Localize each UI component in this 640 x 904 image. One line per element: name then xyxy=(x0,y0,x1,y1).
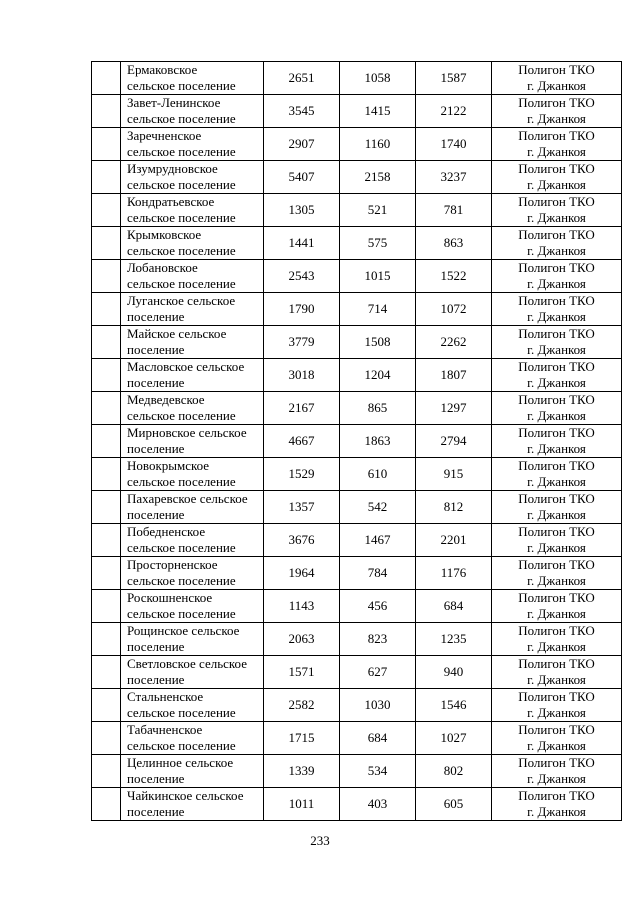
settlement-name-line: Чайкинское сельское xyxy=(127,788,244,803)
settlement-name-cell xyxy=(121,392,264,425)
value-cell-v3: 605 xyxy=(416,788,492,821)
table-row xyxy=(92,656,622,689)
destination-line: г. Джанкоя xyxy=(527,705,586,720)
value-cell-v1: 3779 xyxy=(264,326,340,359)
table-row xyxy=(92,755,622,788)
settlement-name-line: Новокрымское xyxy=(127,458,210,473)
settlement-name-cell xyxy=(121,62,264,95)
value-cell-v1: 1357 xyxy=(264,491,340,524)
settlement-name-line: Медведевское xyxy=(127,392,205,407)
settlement-name-line: сельское поселение xyxy=(127,408,236,423)
row-index-cell xyxy=(92,359,121,392)
destination-cell xyxy=(492,128,622,161)
row-index-cell xyxy=(92,557,121,590)
destination-line: г. Джанкоя xyxy=(527,144,586,159)
value-cell-v2: 521 xyxy=(340,194,416,227)
destination-line: Полигон ТКО xyxy=(518,557,595,572)
destination-line: Полигон ТКО xyxy=(518,524,595,539)
value-cell-v1: 1339 xyxy=(264,755,340,788)
value-cell-v3: 684 xyxy=(416,590,492,623)
settlement-name-line: сельское поселение xyxy=(127,243,236,258)
settlement-name-line: Луганское сельское xyxy=(127,293,236,308)
table-row xyxy=(92,491,622,524)
value-cell-v3: 1522 xyxy=(416,260,492,293)
settlement-name-line: Ермаковское xyxy=(127,62,198,77)
settlement-name-line: поселение xyxy=(127,639,185,654)
value-cell-v3: 940 xyxy=(416,656,492,689)
settlement-name-line: Светловское сельское xyxy=(127,656,247,671)
settlement-name-line: сельское поселение xyxy=(127,573,236,588)
settlement-name-cell xyxy=(121,689,264,722)
settlement-name-cell xyxy=(121,425,264,458)
settlement-name-line: Рощинское сельское xyxy=(127,623,240,638)
table-row xyxy=(92,788,622,821)
destination-line: Полигон ТКО xyxy=(518,722,595,737)
table-row xyxy=(92,260,622,293)
value-cell-v2: 542 xyxy=(340,491,416,524)
value-cell-v1: 1715 xyxy=(264,722,340,755)
table-row xyxy=(92,293,622,326)
destination-cell xyxy=(492,491,622,524)
table-row xyxy=(92,590,622,623)
value-cell-v1: 2167 xyxy=(264,392,340,425)
value-cell-v1: 4667 xyxy=(264,425,340,458)
value-cell-v3: 1176 xyxy=(416,557,492,590)
destination-line: г. Джанкоя xyxy=(527,276,586,291)
value-cell-v2: 1058 xyxy=(340,62,416,95)
destination-cell xyxy=(492,623,622,656)
destination-line: г. Джанкоя xyxy=(527,408,586,423)
destination-cell xyxy=(492,689,622,722)
destination-cell xyxy=(492,656,622,689)
settlement-name-line: Стальненское xyxy=(127,689,204,704)
settlement-name-line: поселение xyxy=(127,771,185,786)
destination-line: г. Джанкоя xyxy=(527,474,586,489)
destination-line: Полигон ТКО xyxy=(518,161,595,176)
value-cell-v3: 1027 xyxy=(416,722,492,755)
row-index-cell xyxy=(92,491,121,524)
settlement-name-line: Изумрудновское xyxy=(127,161,218,176)
settlement-name-cell xyxy=(121,326,264,359)
table-row xyxy=(92,425,622,458)
value-cell-v3: 863 xyxy=(416,227,492,260)
value-cell-v1: 3545 xyxy=(264,95,340,128)
value-cell-v3: 915 xyxy=(416,458,492,491)
settlement-name-line: Роскошненское xyxy=(127,590,213,605)
destination-line: Полигон ТКО xyxy=(518,194,595,209)
value-cell-v1: 2907 xyxy=(264,128,340,161)
settlement-name-cell xyxy=(121,788,264,821)
destination-cell xyxy=(492,194,622,227)
table-row xyxy=(92,194,622,227)
row-index-cell xyxy=(92,62,121,95)
settlement-name-line: Масловское сельское xyxy=(127,359,245,374)
value-cell-v3: 781 xyxy=(416,194,492,227)
settlement-name-cell xyxy=(121,128,264,161)
settlement-name-cell xyxy=(121,194,264,227)
value-cell-v1: 1964 xyxy=(264,557,340,590)
row-index-cell xyxy=(92,260,121,293)
value-cell-v3: 1072 xyxy=(416,293,492,326)
value-cell-v2: 1030 xyxy=(340,689,416,722)
page-number: 233 xyxy=(310,833,330,848)
destination-line: г. Джанкоя xyxy=(527,672,586,687)
destination-line: г. Джанкоя xyxy=(527,177,586,192)
destination-cell xyxy=(492,293,622,326)
value-cell-v3: 1235 xyxy=(416,623,492,656)
destination-cell xyxy=(492,62,622,95)
settlement-name-line: сельское поселение xyxy=(127,144,236,159)
settlement-name-cell xyxy=(121,590,264,623)
settlement-name-cell xyxy=(121,359,264,392)
row-index-cell xyxy=(92,755,121,788)
value-cell-v1: 1529 xyxy=(264,458,340,491)
value-cell-v3: 2201 xyxy=(416,524,492,557)
value-cell-v2: 2158 xyxy=(340,161,416,194)
destination-cell xyxy=(492,359,622,392)
value-cell-v2: 823 xyxy=(340,623,416,656)
settlement-name-line: сельское поселение xyxy=(127,474,236,489)
destination-line: Полигон ТКО xyxy=(518,788,595,803)
value-cell-v3: 802 xyxy=(416,755,492,788)
settlement-name-line: Завет-Ленинское xyxy=(127,95,221,110)
settlement-name-line: Крымковское xyxy=(127,227,202,242)
destination-line: Полигон ТКО xyxy=(518,689,595,704)
table-row xyxy=(92,128,622,161)
destination-cell xyxy=(492,458,622,491)
settlement-name-line: Табачненское xyxy=(127,722,203,737)
value-cell-v3: 812 xyxy=(416,491,492,524)
settlement-name-line: поселение xyxy=(127,342,185,357)
settlement-name-cell xyxy=(121,722,264,755)
value-cell-v3: 1740 xyxy=(416,128,492,161)
row-index-cell xyxy=(92,458,121,491)
value-cell-v2: 1863 xyxy=(340,425,416,458)
row-index-cell xyxy=(92,128,121,161)
destination-cell xyxy=(492,788,622,821)
destination-line: Полигон ТКО xyxy=(518,458,595,473)
value-cell-v3: 2122 xyxy=(416,95,492,128)
destination-cell xyxy=(492,227,622,260)
value-cell-v3: 3237 xyxy=(416,161,492,194)
destination-cell xyxy=(492,425,622,458)
value-cell-v1: 2582 xyxy=(264,689,340,722)
destination-line: Полигон ТКО xyxy=(518,260,595,275)
settlement-name-line: Заречненское xyxy=(127,128,202,143)
value-cell-v3: 1546 xyxy=(416,689,492,722)
settlement-name-cell xyxy=(121,524,264,557)
value-cell-v1: 1011 xyxy=(264,788,340,821)
destination-line: г. Джанкоя xyxy=(527,639,586,654)
destination-cell xyxy=(492,95,622,128)
destination-cell xyxy=(492,326,622,359)
settlement-name-line: Мирновское сельское xyxy=(127,425,247,440)
row-index-cell xyxy=(92,788,121,821)
value-cell-v1: 1441 xyxy=(264,227,340,260)
value-cell-v3: 2794 xyxy=(416,425,492,458)
destination-line: г. Джанкоя xyxy=(527,375,586,390)
value-cell-v2: 627 xyxy=(340,656,416,689)
destination-line: Полигон ТКО xyxy=(518,227,595,242)
value-cell-v2: 1508 xyxy=(340,326,416,359)
destination-line: г. Джанкоя xyxy=(527,210,586,225)
settlement-name-line: Майское сельское xyxy=(127,326,227,341)
destination-line: г. Джанкоя xyxy=(527,540,586,555)
settlement-name-line: сельское поселение xyxy=(127,705,236,720)
value-cell-v3: 1297 xyxy=(416,392,492,425)
row-index-cell xyxy=(92,227,121,260)
destination-line: Полигон ТКО xyxy=(518,425,595,440)
value-cell-v2: 1415 xyxy=(340,95,416,128)
row-index-cell xyxy=(92,656,121,689)
value-cell-v2: 1204 xyxy=(340,359,416,392)
value-cell-v1: 2651 xyxy=(264,62,340,95)
settlement-name-line: Победненское xyxy=(127,524,206,539)
destination-cell xyxy=(492,260,622,293)
table-row xyxy=(92,689,622,722)
settlement-name-line: сельское поселение xyxy=(127,177,236,192)
table-row xyxy=(92,95,622,128)
settlement-name-line: поселение xyxy=(127,804,185,819)
destination-line: Полигон ТКО xyxy=(518,359,595,374)
destination-cell xyxy=(492,755,622,788)
settlement-name-line: Целинное сельское xyxy=(127,755,234,770)
settlement-name-line: поселение xyxy=(127,375,185,390)
row-index-cell xyxy=(92,194,121,227)
value-cell-v3: 2262 xyxy=(416,326,492,359)
row-index-cell xyxy=(92,95,121,128)
table-row xyxy=(92,524,622,557)
destination-line: г. Джанкоя xyxy=(527,78,586,93)
value-cell-v2: 1467 xyxy=(340,524,416,557)
destination-line: Полигон ТКО xyxy=(518,326,595,341)
destination-line: Полигон ТКО xyxy=(518,293,595,308)
settlement-name-line: поселение xyxy=(127,507,185,522)
table-row xyxy=(92,392,622,425)
destination-cell xyxy=(492,722,622,755)
destination-line: г. Джанкоя xyxy=(527,606,586,621)
value-cell-v1: 1790 xyxy=(264,293,340,326)
destination-cell xyxy=(492,161,622,194)
settlements-waste-table xyxy=(91,61,622,821)
settlement-name-line: Лобановское xyxy=(127,260,198,275)
value-cell-v2: 403 xyxy=(340,788,416,821)
value-cell-v2: 610 xyxy=(340,458,416,491)
settlement-name-cell xyxy=(121,656,264,689)
row-index-cell xyxy=(92,326,121,359)
value-cell-v2: 534 xyxy=(340,755,416,788)
row-index-cell xyxy=(92,392,121,425)
destination-line: г. Джанкоя xyxy=(527,804,586,819)
value-cell-v2: 456 xyxy=(340,590,416,623)
value-cell-v2: 714 xyxy=(340,293,416,326)
settlement-name-cell xyxy=(121,95,264,128)
value-cell-v1: 3676 xyxy=(264,524,340,557)
destination-cell xyxy=(492,557,622,590)
destination-line: Полигон ТКО xyxy=(518,95,595,110)
value-cell-v2: 1160 xyxy=(340,128,416,161)
destination-line: г. Джанкоя xyxy=(527,309,586,324)
value-cell-v2: 784 xyxy=(340,557,416,590)
row-index-cell xyxy=(92,689,121,722)
settlement-name-line: поселение xyxy=(127,441,185,456)
settlement-name-cell xyxy=(121,161,264,194)
row-index-cell xyxy=(92,293,121,326)
settlement-name-cell xyxy=(121,755,264,788)
settlement-name-line: сельское поселение xyxy=(127,210,236,225)
settlement-name-cell xyxy=(121,293,264,326)
destination-line: г. Джанкоя xyxy=(527,243,586,258)
value-cell-v3: 1587 xyxy=(416,62,492,95)
destination-line: г. Джанкоя xyxy=(527,441,586,456)
destination-cell xyxy=(492,590,622,623)
destination-line: г. Джанкоя xyxy=(527,771,586,786)
destination-line: Полигон ТКО xyxy=(518,491,595,506)
table-row xyxy=(92,722,622,755)
value-cell-v1: 3018 xyxy=(264,359,340,392)
table-row xyxy=(92,227,622,260)
settlement-name-line: поселение xyxy=(127,672,185,687)
settlement-name-cell xyxy=(121,227,264,260)
destination-line: Полигон ТКО xyxy=(518,656,595,671)
destination-line: Полигон ТКО xyxy=(518,62,595,77)
settlement-name-line: сельское поселение xyxy=(127,78,236,93)
destination-line: г. Джанкоя xyxy=(527,342,586,357)
destination-line: г. Джанкоя xyxy=(527,111,586,126)
settlement-name-line: Пахаревское сельское xyxy=(127,491,248,506)
destination-cell xyxy=(492,524,622,557)
destination-cell xyxy=(492,392,622,425)
settlement-name-line: сельское поселение xyxy=(127,276,236,291)
settlement-name-cell xyxy=(121,623,264,656)
value-cell-v1: 1305 xyxy=(264,194,340,227)
value-cell-v1: 1143 xyxy=(264,590,340,623)
table-row xyxy=(92,62,622,95)
settlement-name-cell xyxy=(121,491,264,524)
row-index-cell xyxy=(92,623,121,656)
table-row xyxy=(92,359,622,392)
value-cell-v3: 1807 xyxy=(416,359,492,392)
destination-line: г. Джанкоя xyxy=(527,507,586,522)
settlement-name-line: Просторненское xyxy=(127,557,218,572)
destination-line: Полигон ТКО xyxy=(518,755,595,770)
value-cell-v1: 2543 xyxy=(264,260,340,293)
table-row xyxy=(92,458,622,491)
destination-line: Полигон ТКО xyxy=(518,392,595,407)
settlement-name-line: поселение xyxy=(127,309,185,324)
settlement-name-line: Кондратьевское xyxy=(127,194,215,209)
destination-line: Полигон ТКО xyxy=(518,623,595,638)
table-row xyxy=(92,161,622,194)
value-cell-v2: 865 xyxy=(340,392,416,425)
settlement-name-line: сельское поселение xyxy=(127,738,236,753)
row-index-cell xyxy=(92,524,121,557)
table-row xyxy=(92,557,622,590)
row-index-cell xyxy=(92,590,121,623)
row-index-cell xyxy=(92,425,121,458)
table-body xyxy=(92,62,622,821)
destination-line: Полигон ТКО xyxy=(518,590,595,605)
settlement-name-cell xyxy=(121,458,264,491)
value-cell-v2: 1015 xyxy=(340,260,416,293)
settlement-name-cell xyxy=(121,260,264,293)
value-cell-v2: 684 xyxy=(340,722,416,755)
settlement-name-cell xyxy=(121,557,264,590)
value-cell-v1: 1571 xyxy=(264,656,340,689)
row-index-cell xyxy=(92,161,121,194)
settlement-name-line: сельское поселение xyxy=(127,606,236,621)
settlement-name-line: сельское поселение xyxy=(127,111,236,126)
value-cell-v1: 5407 xyxy=(264,161,340,194)
value-cell-v2: 575 xyxy=(340,227,416,260)
table-row xyxy=(92,326,622,359)
destination-line: Полигон ТКО xyxy=(518,128,595,143)
table-row xyxy=(92,623,622,656)
settlement-name-line: сельское поселение xyxy=(127,540,236,555)
row-index-cell xyxy=(92,722,121,755)
value-cell-v1: 2063 xyxy=(264,623,340,656)
destination-line: г. Джанкоя xyxy=(527,738,586,753)
destination-line: г. Джанкоя xyxy=(527,573,586,588)
